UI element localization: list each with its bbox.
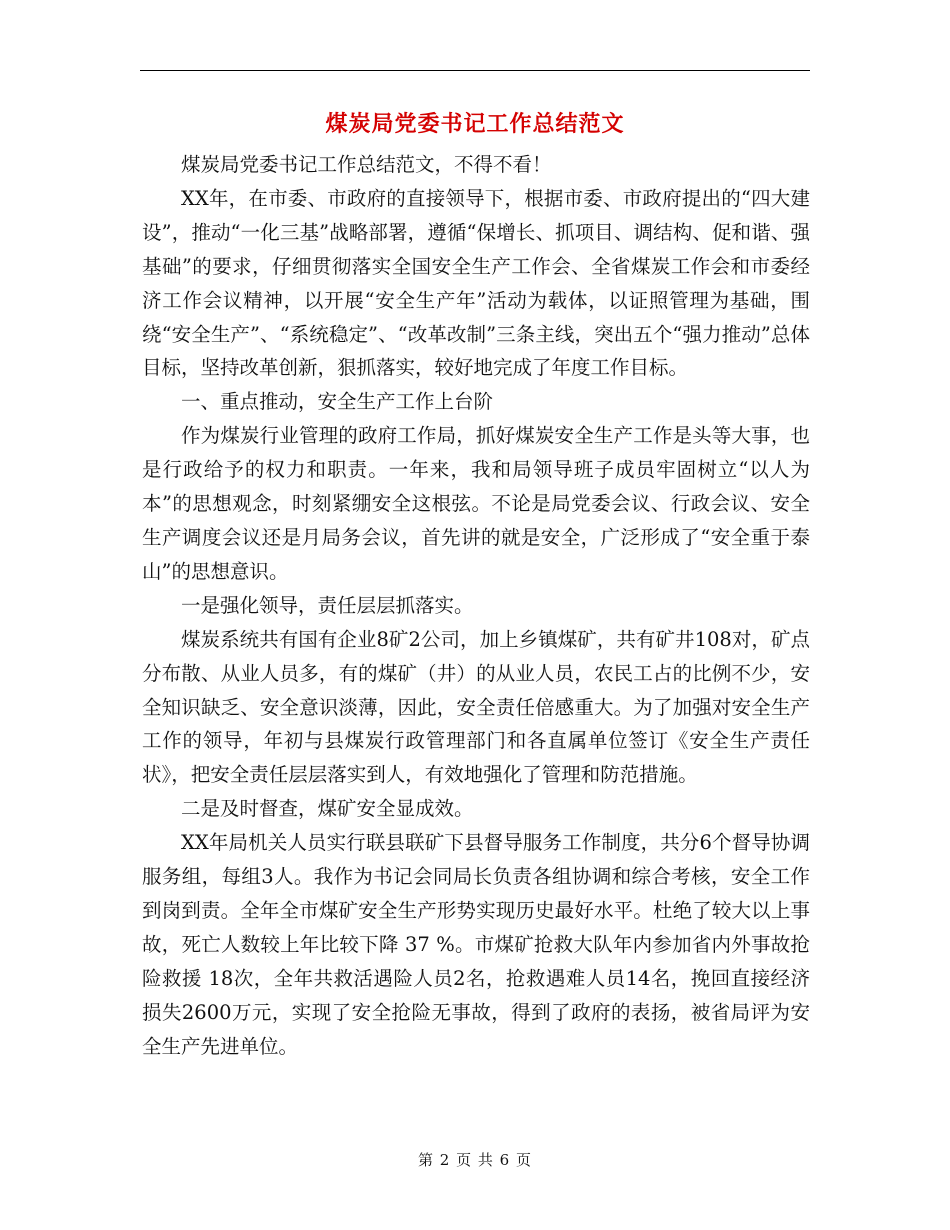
subheading-leadership: 一是强化领导，责任层层抓落实。 xyxy=(181,593,474,617)
header-rule xyxy=(140,70,810,71)
subheading-inspection: 二是及时督查，煤矿安全显成效。 xyxy=(181,797,474,821)
section-heading-1: 一、重点推动，安全生产工作上台阶 xyxy=(181,390,494,414)
paragraph-safety-role: 作为煤炭行业管理的政府工作局，抓好煤炭安全生产工作是头等大事，也是行政给予的权力和职责。一年来，我和局领导班子成员牢固树立“以人为本”的思想观念，时刻紧绷安全这根弦。不论是局党委会议、行政会议、安全生产调度会议还是月局务会议，首先讲的就是安全，广泛形成了“安全重于泰山”的思想意识。 xyxy=(142,424,810,583)
paragraph-inspection-results: XX年局机关人员实行联县联矿下县督导服务工作制度，共分6个督导协调服务组，每组3人。我作为书记会同局长负责各组协调和综合考核，安全工作到岗到责。全年全市煤矿安全生产形势实现历史最好水平。杜绝了较大以上事故，死亡人数较上年比较下降 37 %。市煤矿抢救大队年内参加省内外事故抢险救援 18次，全年共救活遇险人员2名，抢救遇难人员14名，挽回直接经济损失2600万元，实现了安全抢险无事故，得到了政府的表扬，被省局评为安全生产先进单位。 xyxy=(142,831,810,1058)
paragraph-coal-system: 煤炭系统共有国有企业8矿2公司，加上乡镇煤矿，共有矿井108对，矿点分布散、从业人员多，有的煤矿（井）的从业人员，农民工占的比例不少，安全知识缺乏、安全意识淡薄，因此，安全责任倍感重大。为了加强对安全生产工作的领导，年初与县煤炭行政管理部门和各直属单位签订《安全生产责任状》，把安全责任层层落实到人，有效地强化了管理和防范措施。 xyxy=(142,627,810,787)
document-title: 煤炭局党委书记工作总结范文 xyxy=(325,112,625,137)
paragraph-intro: 煤炭局党委书记工作总结范文，不得不看！ xyxy=(181,153,552,176)
document-body xyxy=(142,148,810,1063)
paragraph-overview: XX年，在市委、市政府的直接领导下，根据市委、市政府提出的“四大建设”，推动“一化三基”战略部署，遵循“保增长、抓项目、调结构、促和谐、强基础”的要求，仔细贯彻落实全国安全生产工作会、全省煤炭工作会和市委经济工作会议精神，以开展“安全生产年”活动为载体，以证照管理为基础，围绕“安全生产”、“系统稳定”、“改革改制”三条主线，突出五个“强力推动”总体目标，坚持改革创新，狠抓落实，较好地完成了年度工作目标。 xyxy=(142,186,810,380)
page-number-footer: 第 2 页 共 6 页 xyxy=(418,1151,532,1169)
